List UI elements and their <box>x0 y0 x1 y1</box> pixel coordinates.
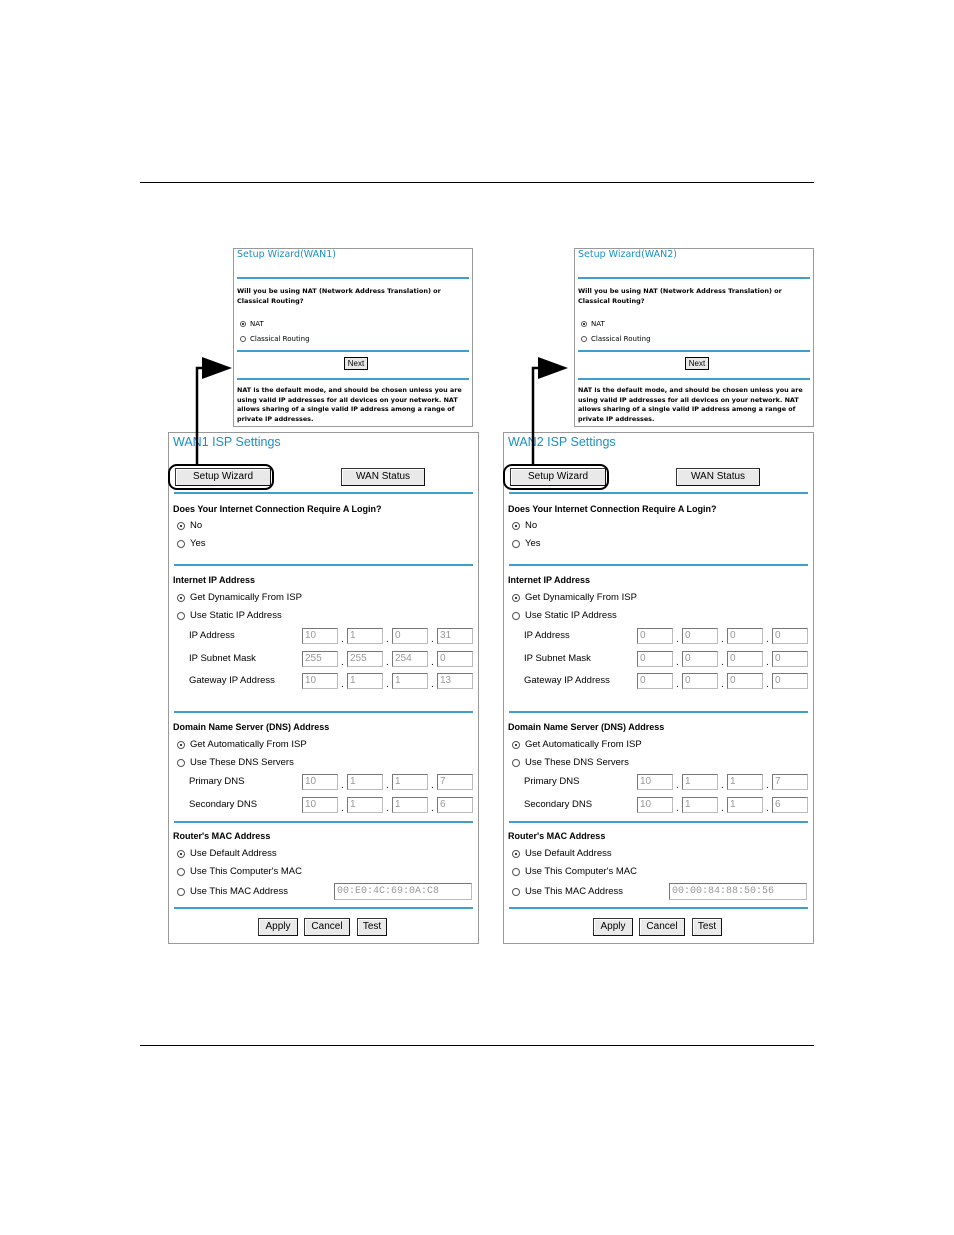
next-button[interactable]: Next <box>344 357 368 370</box>
radio-icon[interactable] <box>512 612 520 620</box>
primary-dns-label: Primary DNS <box>189 776 245 787</box>
apply-button[interactable]: Apply <box>258 918 298 936</box>
gateway-octet-4[interactable]: 0 <box>772 673 808 689</box>
subnet-mask-label: IP Subnet Mask <box>524 653 591 664</box>
wizard-option-nat[interactable] <box>581 320 605 328</box>
option-label: Use This MAC Address <box>525 886 624 897</box>
wan-status-button[interactable]: WAN Status <box>341 468 425 486</box>
option-label: Use Default Address <box>190 848 277 859</box>
section-divider <box>174 564 473 566</box>
mac-address-input[interactable]: 00:00:84:88:50:56 <box>669 883 807 900</box>
dot-separator: . <box>721 657 724 668</box>
dot-separator: . <box>431 657 434 668</box>
mac-default-option[interactable] <box>177 848 277 859</box>
secondary-dns-octet-3[interactable]: 1 <box>727 797 763 813</box>
dns-heading: Domain Name Server (DNS) Address <box>173 722 330 732</box>
radio-icon[interactable] <box>512 888 520 896</box>
mask-octet-4[interactable]: 0 <box>772 651 808 667</box>
secondary-dns-label: Secondary DNS <box>524 799 593 810</box>
wizard-question: Will you be using NAT (Network Address Translation) or Classical Routing? <box>578 287 782 305</box>
wizard-divider <box>578 277 810 279</box>
test-button[interactable]: Test <box>357 918 387 936</box>
section-divider <box>174 821 473 823</box>
wizard-divider <box>578 350 810 352</box>
subnet-mask-label: IP Subnet Mask <box>189 653 256 664</box>
radio-icon[interactable] <box>512 540 520 548</box>
mask-octet-3[interactable]: 0 <box>727 651 763 667</box>
gateway-octet-1[interactable]: 10 <box>302 673 338 689</box>
option-label: Get Dynamically From ISP <box>190 592 302 603</box>
section-divider <box>509 564 808 566</box>
ip-octet-3[interactable]: 0 <box>727 628 763 644</box>
secondary-dns-octet-2[interactable]: 1 <box>682 797 718 813</box>
mask-octet-3[interactable]: 254 <box>392 651 428 667</box>
wizard-title: Setup Wizard(WAN1) <box>237 249 337 260</box>
dot-separator: . <box>676 803 679 814</box>
gateway-octet-3[interactable]: 0 <box>727 673 763 689</box>
radio-selected-icon[interactable] <box>177 522 185 530</box>
mac-this-option[interactable] <box>177 886 288 897</box>
wan1-isp-settings-panel <box>168 432 479 944</box>
section-divider <box>174 907 473 909</box>
mac-heading: Router's MAC Address <box>173 831 271 841</box>
dot-separator: . <box>386 634 389 645</box>
gateway-octet-2[interactable]: 0 <box>682 673 718 689</box>
dot-separator: . <box>766 679 769 690</box>
radio-icon[interactable] <box>512 868 520 876</box>
dot-separator: . <box>431 780 434 791</box>
setup-wizard-wan1-window <box>233 248 473 427</box>
dot-separator: . <box>676 679 679 690</box>
login-yes-option[interactable] <box>177 538 206 549</box>
gateway-label: Gateway IP Address <box>189 675 275 686</box>
dot-separator: . <box>721 679 724 690</box>
radio-selected-icon[interactable] <box>512 741 520 749</box>
mac-default-option[interactable] <box>512 848 612 859</box>
dot-separator: . <box>341 679 344 690</box>
highlight-callout <box>503 464 609 490</box>
wizard-title: Setup Wizard(WAN2) <box>578 249 678 260</box>
section-divider <box>509 711 808 713</box>
apply-button[interactable]: Apply <box>593 918 633 936</box>
wizard-divider <box>237 350 469 352</box>
dot-separator: . <box>676 657 679 668</box>
section-divider <box>174 711 473 713</box>
wizard-option-label: NAT <box>250 320 264 328</box>
radio-icon[interactable] <box>177 612 185 620</box>
mac-this-option[interactable] <box>512 886 623 897</box>
dot-separator: . <box>431 679 434 690</box>
ip-octet-1[interactable]: 10 <box>302 628 338 644</box>
dot-separator: . <box>721 634 724 645</box>
wizard-question: Will you be using NAT (Network Address Translation) or Classical Routing? <box>237 287 441 305</box>
arrow-wan2-head <box>538 357 568 379</box>
radio-icon[interactable] <box>177 540 185 548</box>
wizard-option-label: Classical Routing <box>250 335 310 343</box>
dot-separator: . <box>676 780 679 791</box>
dot-separator: . <box>431 803 434 814</box>
radio-selected-icon[interactable] <box>512 522 520 530</box>
mask-octet-1[interactable]: 255 <box>302 651 338 667</box>
option-label: Use These DNS Servers <box>525 757 629 768</box>
option-label: Use Default Address <box>525 848 612 859</box>
setup-wizard-button[interactable]: Setup Wizard <box>175 468 271 486</box>
option-label: Get Automatically From ISP <box>525 739 642 750</box>
arrow-wan1-head <box>202 357 232 379</box>
radio-selected-icon[interactable] <box>581 321 587 327</box>
primary-dns-octet-2[interactable]: 1 <box>347 774 383 790</box>
radio-selected-icon[interactable] <box>177 741 185 749</box>
dot-separator: . <box>386 679 389 690</box>
dns-auto-option[interactable] <box>512 739 642 750</box>
wizard-option-nat[interactable] <box>240 320 264 328</box>
primary-dns-label: Primary DNS <box>524 776 580 787</box>
ip-dynamic-option[interactable] <box>512 592 637 603</box>
primary-dns-octet-3[interactable]: 1 <box>727 774 763 790</box>
primary-dns-octet-1[interactable]: 10 <box>302 774 338 790</box>
wan-status-button[interactable]: WAN Status <box>676 468 760 486</box>
gateway-label: Gateway IP Address <box>524 675 610 686</box>
highlight-callout <box>168 464 274 490</box>
page-title: WAN1 ISP Settings <box>173 435 281 449</box>
primary-dns-octet-2[interactable]: 1 <box>682 774 718 790</box>
login-no-option[interactable] <box>512 520 537 531</box>
secondary-dns-octet-2[interactable]: 1 <box>347 797 383 813</box>
dns-auto-option[interactable] <box>177 739 307 750</box>
ip-octet-4[interactable]: 31 <box>437 628 473 644</box>
option-label: Use Static IP Address <box>190 610 282 621</box>
option-label: Use This Computer's MAC <box>525 866 637 877</box>
dot-separator: . <box>766 634 769 645</box>
radio-selected-icon[interactable] <box>512 850 520 858</box>
dns-these-option[interactable] <box>177 757 294 768</box>
test-button[interactable]: Test <box>692 918 722 936</box>
primary-dns-octet-4[interactable]: 7 <box>437 774 473 790</box>
mask-octet-4[interactable]: 0 <box>437 651 473 667</box>
wizard-divider <box>237 378 469 380</box>
mac-address-input[interactable]: 00:E0:4C:69:0A:C8 <box>334 883 472 900</box>
login-heading: Does Your Internet Connection Require A Login? <box>173 504 382 514</box>
wizard-note: NAT is the default mode, and should be chosen unless you are using valid IP addresses for all devices on your network. NAT allows sharing of a single valid IP address among a range of private IP addresses. <box>237 386 462 423</box>
section-divider <box>509 907 808 909</box>
setup-wizard-button[interactable]: Setup Wizard <box>510 468 606 486</box>
gateway-octet-1[interactable]: 0 <box>637 673 673 689</box>
mask-octet-2[interactable]: 255 <box>347 651 383 667</box>
radio-icon[interactable] <box>177 888 185 896</box>
wizard-option-label: NAT <box>591 320 605 328</box>
dns-heading: Domain Name Server (DNS) Address <box>508 722 665 732</box>
mac-heading: Router's MAC Address <box>508 831 606 841</box>
option-label: No <box>525 520 538 531</box>
wizard-option-classical-routing[interactable] <box>581 335 651 343</box>
dot-separator: . <box>721 780 724 791</box>
option-label: Use This Computer's MAC <box>190 866 302 877</box>
radio-selected-icon[interactable] <box>177 594 185 602</box>
dot-separator: . <box>766 780 769 791</box>
dot-separator: . <box>431 634 434 645</box>
mac-computer-option[interactable] <box>512 866 637 877</box>
secondary-dns-octet-4[interactable]: 6 <box>772 797 808 813</box>
ip-address-label: IP Address <box>524 630 570 641</box>
secondary-dns-octet-1[interactable]: 10 <box>302 797 338 813</box>
bottom-rule <box>140 1045 814 1046</box>
wan2-isp-settings-panel <box>503 432 814 944</box>
gateway-octet-2[interactable]: 1 <box>347 673 383 689</box>
ip-octet-2[interactable]: 0 <box>682 628 718 644</box>
radio-icon[interactable] <box>177 868 185 876</box>
wizard-divider <box>578 378 810 380</box>
login-heading: Does Your Internet Connection Require A Login? <box>508 504 717 514</box>
section-divider <box>509 492 808 494</box>
option-label: Use Static IP Address <box>525 610 617 621</box>
login-yes-option[interactable] <box>512 538 541 549</box>
dot-separator: . <box>386 803 389 814</box>
mask-octet-1[interactable]: 0 <box>637 651 673 667</box>
option-label: Yes <box>525 538 541 549</box>
dot-separator: . <box>341 803 344 814</box>
dot-separator: . <box>721 803 724 814</box>
dot-separator: . <box>341 657 344 668</box>
radio-selected-icon[interactable] <box>177 850 185 858</box>
radio-icon[interactable] <box>512 759 520 767</box>
radio-icon[interactable] <box>177 759 185 767</box>
dot-separator: . <box>386 780 389 791</box>
primary-dns-octet-3[interactable]: 1 <box>392 774 428 790</box>
login-no-option[interactable] <box>177 520 202 531</box>
dot-separator: . <box>341 780 344 791</box>
secondary-dns-octet-1[interactable]: 10 <box>637 797 673 813</box>
ip-octet-1[interactable]: 0 <box>637 628 673 644</box>
dot-separator: . <box>386 657 389 668</box>
cancel-button[interactable]: Cancel <box>639 918 685 936</box>
option-label: Get Automatically From ISP <box>190 739 307 750</box>
option-label: Yes <box>190 538 206 549</box>
secondary-dns-octet-3[interactable]: 1 <box>392 797 428 813</box>
dot-separator: . <box>766 657 769 668</box>
ip-static-option[interactable] <box>512 610 617 621</box>
dot-separator: . <box>341 634 344 645</box>
top-rule <box>140 182 814 183</box>
option-label: Use These DNS Servers <box>190 757 294 768</box>
dot-separator: . <box>766 803 769 814</box>
radio-icon[interactable] <box>581 336 587 342</box>
gateway-octet-3[interactable]: 1 <box>392 673 428 689</box>
page-title: WAN2 ISP Settings <box>508 435 616 449</box>
gateway-octet-4[interactable]: 13 <box>437 673 473 689</box>
internet-ip-heading: Internet IP Address <box>508 575 591 585</box>
dns-these-option[interactable] <box>512 757 629 768</box>
section-divider <box>509 821 808 823</box>
dot-separator: . <box>676 634 679 645</box>
cancel-button[interactable]: Cancel <box>304 918 350 936</box>
radio-selected-icon[interactable] <box>240 321 246 327</box>
wizard-divider <box>237 277 469 279</box>
wizard-option-classical-routing[interactable] <box>240 335 310 343</box>
internet-ip-heading: Internet IP Address <box>173 575 256 585</box>
radio-icon[interactable] <box>240 336 246 342</box>
ip-address-label: IP Address <box>189 630 235 641</box>
radio-selected-icon[interactable] <box>512 594 520 602</box>
primary-dns-octet-4[interactable]: 7 <box>772 774 808 790</box>
option-label: Get Dynamically From ISP <box>525 592 637 603</box>
option-label: Use This MAC Address <box>190 886 289 897</box>
wizard-note: NAT is the default mode, and should be chosen unless you are using valid IP addresses for all devices on your network. NAT allows sharing of a single valid IP address among a range of private IP addresses. <box>578 386 803 423</box>
option-label: No <box>190 520 203 531</box>
ip-octet-2[interactable]: 1 <box>347 628 383 644</box>
ip-dynamic-option[interactable] <box>177 592 302 603</box>
secondary-dns-octet-4[interactable]: 6 <box>437 797 473 813</box>
ip-octet-4[interactable]: 0 <box>772 628 808 644</box>
primary-dns-octet-1[interactable]: 10 <box>637 774 673 790</box>
secondary-dns-label: Secondary DNS <box>189 799 258 810</box>
wizard-option-label: Classical Routing <box>591 335 651 343</box>
mask-octet-2[interactable]: 0 <box>682 651 718 667</box>
section-divider <box>174 492 473 494</box>
ip-octet-3[interactable]: 0 <box>392 628 428 644</box>
next-button[interactable]: Next <box>685 357 709 370</box>
setup-wizard-wan2-window <box>574 248 814 427</box>
ip-static-option[interactable] <box>177 610 282 621</box>
mac-computer-option[interactable] <box>177 866 302 877</box>
